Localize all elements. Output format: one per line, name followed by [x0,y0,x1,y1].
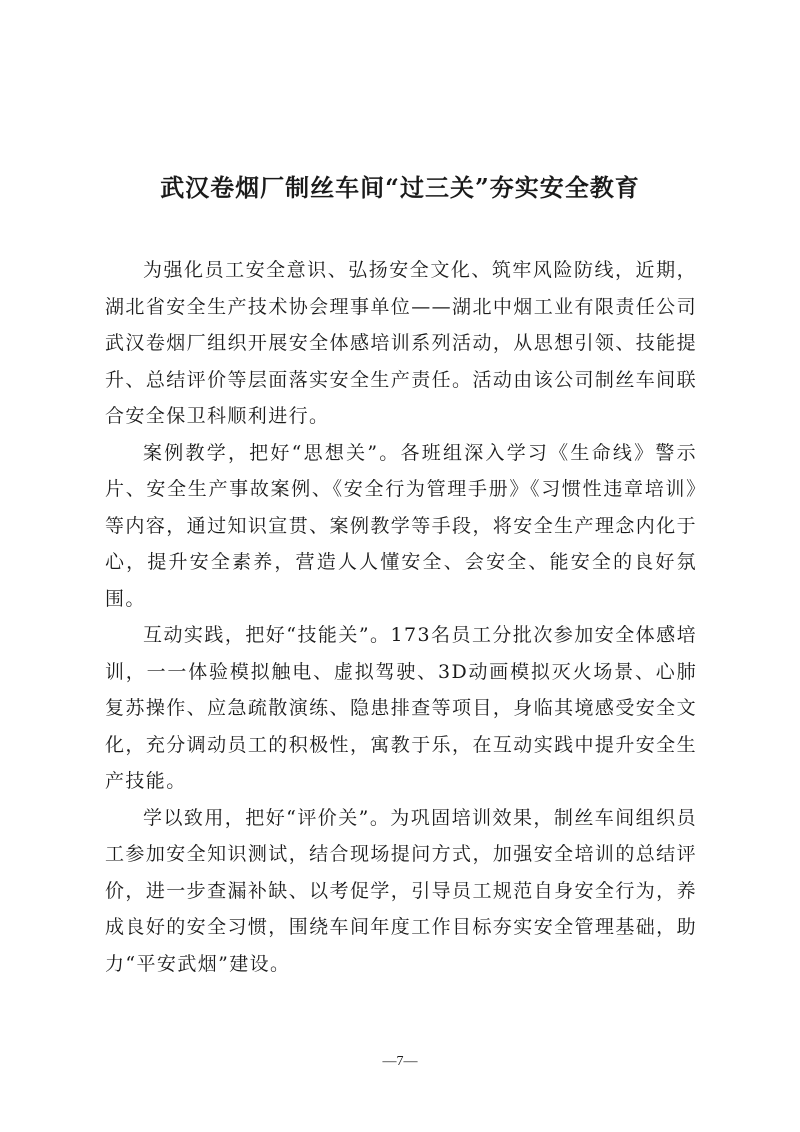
paragraph-evaluation-level: 学以致用，把好“评价关”。为巩固培训效果，制丝车间组织员工参加安全知识测试，结合现场提问方式，加强安全培训的总结评价，进一步查漏补缺、以考促学，引导员工规范自身安全行为，养成良好的安全习惯，围绕车间年度工作目标夯实安全管理基础，助力“平安武烟”建设。 [105,806,697,975]
paragraph-thought-level: 案例教学，把好“思想关”。各班组深入学习《生命线》警示片、安全生产事故案例、《安全行为管理手册》《习惯性违章培训》等内容，通过知识宣贯、案例教学等手段，将安全生产理念内化于心，提升安全素养，营造人人懂安全、会安全、能安全的良好氛围。 [105,441,697,610]
page-number: —7— [382,1054,418,1069]
document-body [105,252,697,982]
paragraph-skill-level: 互动实践，把好“技能关”。173名员工分批次参加安全体感培训，一一体验模拟触电、虚拟驾驶、3D动画模拟灭火场景、心肺复苏操作、应急疏散演练、隐患排查等项目，身临其境感受安全文化，充分调动员工的积极性，寓教于乐，在互动实践中提升安全生产技能。 [105,624,697,792]
document-title: 武汉卷烟厂制丝车间“过三关”夯实安全教育 [160,173,640,202]
paragraph-intro: 为强化员工安全意识、弘扬安全文化、筑牢风险防线，近期，湖北省安全生产技术协会理事单位——湖北中烟工业有限责任公司武汉卷烟厂组织开展安全体感培训系列活动，从思想引领、技能提升、总结评价等层面落实安全生产责任。活动由该公司制丝车间联合安全保卫科顺利进行。 [105,259,697,427]
